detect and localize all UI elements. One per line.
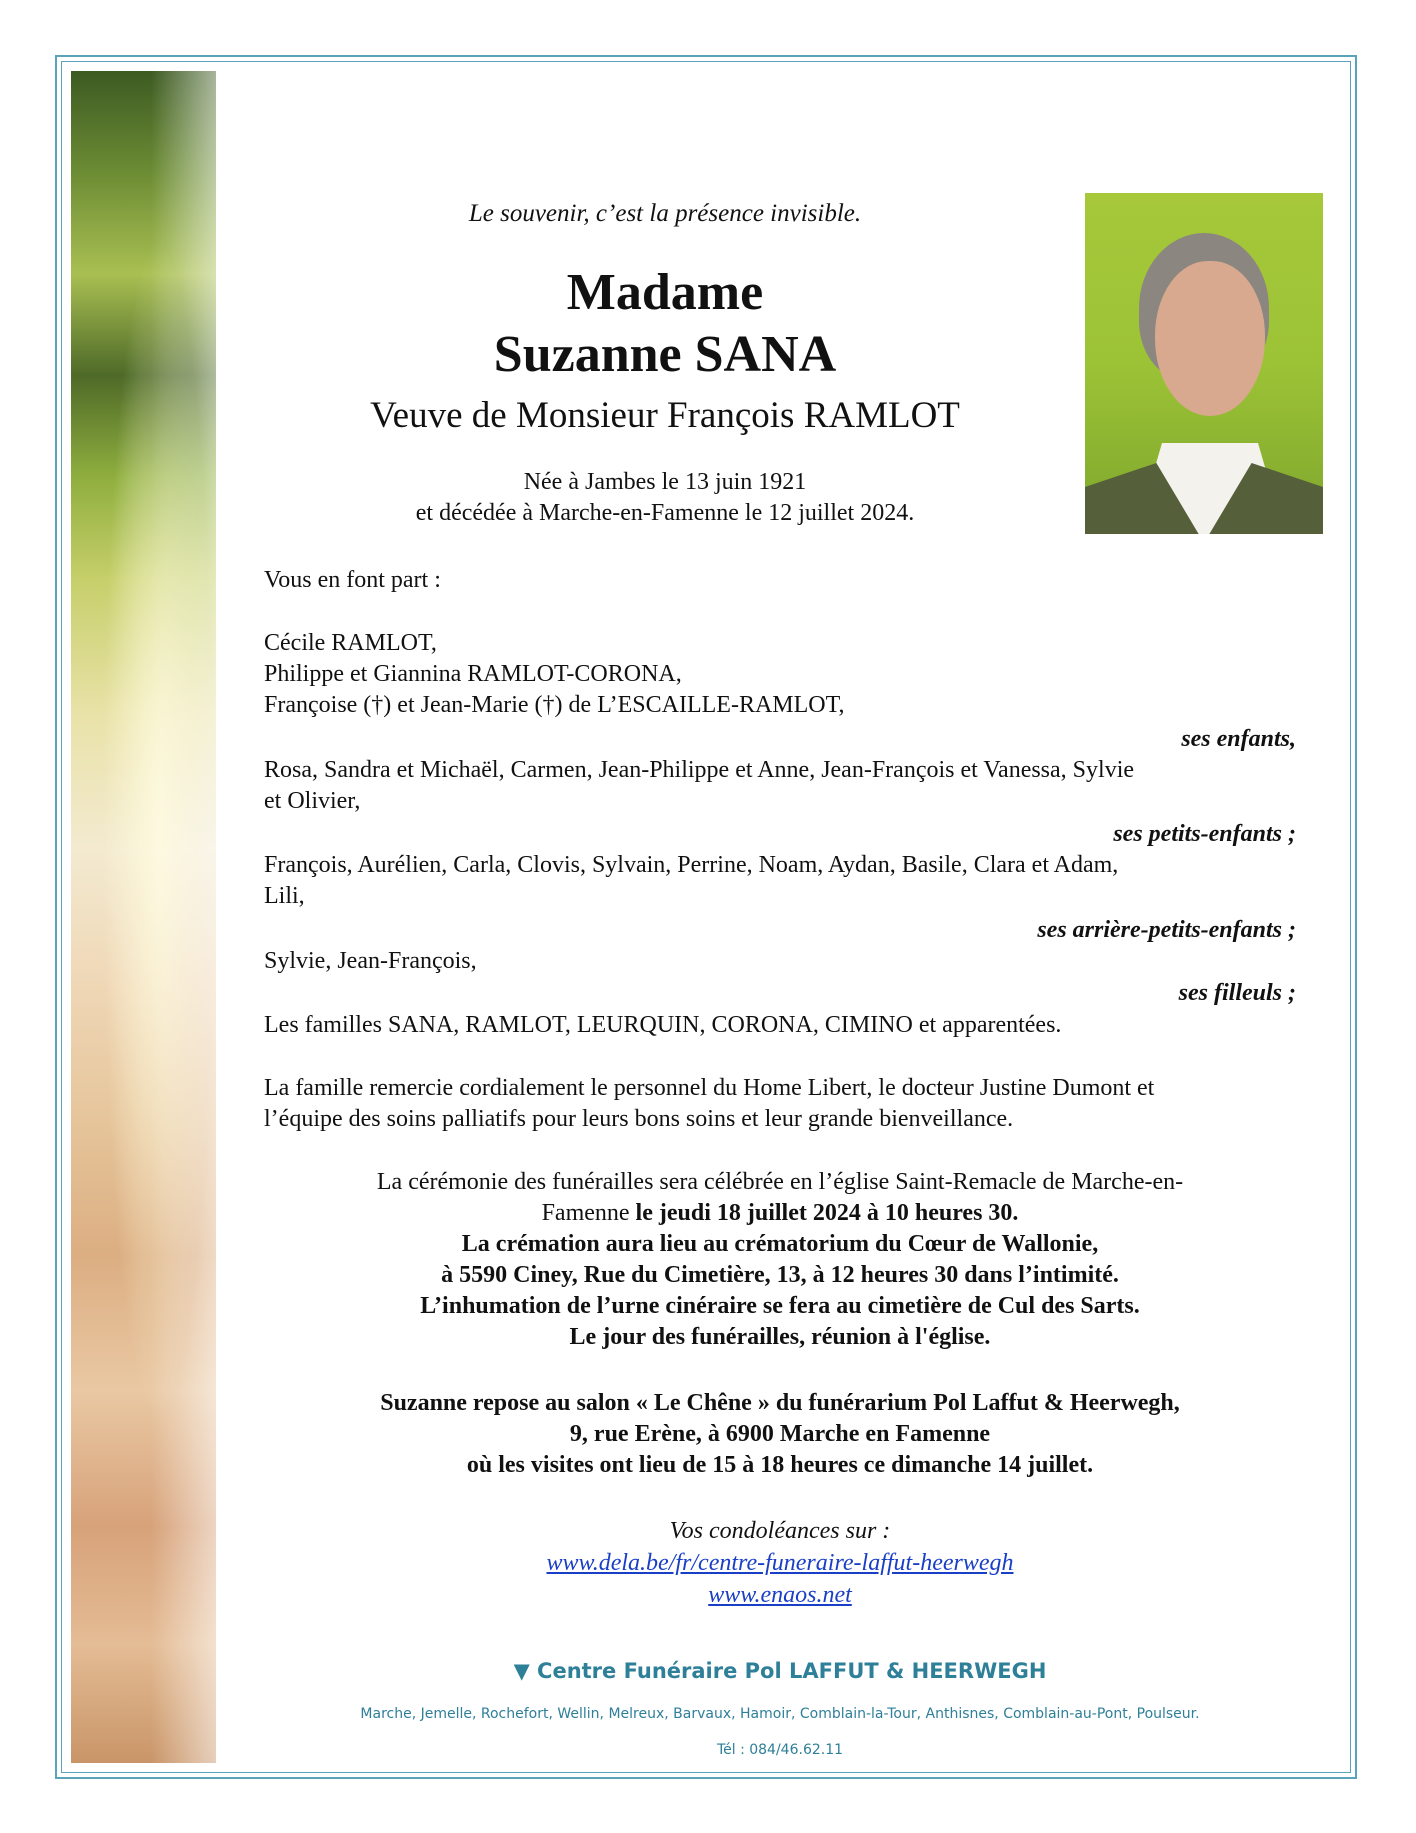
thanks-line: La famille remercie cordialement le personnel du Home Libert, le docteur Justine Dumont et [264, 1075, 1155, 1101]
quote: Le souvenir, c’est la présence invisible. [468, 200, 862, 227]
thanks-line: l’équipe des soins palliatifs pour leurs bons soins et leur grande bienveillance. [264, 1106, 1014, 1132]
ceremony-place: Famenne [541, 1200, 630, 1226]
condolences-link-dela[interactable]: www.dela.be/fr/centre-funeraire-laffut-heerwegh [546, 1550, 1014, 1576]
family-line: Les familles SANA, RAMLOT, LEURQUIN, CORONA, CIMINO et apparentées. [264, 1012, 1062, 1038]
forest-path-photo [71, 71, 216, 1763]
condolences-link-row [250, 1550, 1310, 1577]
family-line: Philippe et Giannina RAMLOT-CORONA, [264, 661, 682, 687]
family-line: Cécile RAMLOT, [264, 630, 437, 656]
visitation-line: 9, rue Erène, à 6900 Marche en Famenne [569, 1421, 991, 1447]
family-line: Lili, [264, 883, 305, 909]
ceremony-line: L’inhumation de l’urne cinéraire se fera au cimetière de Cul des Sarts. [420, 1293, 1140, 1319]
relation-label: ses filleuls ; [1178, 980, 1296, 1006]
family-line: et Olivier, [264, 788, 361, 814]
relation-label: ses arrière-petits-enfants ; [1037, 917, 1296, 943]
funeral-home-phone: Tél : 084/46.62.11 [716, 1742, 844, 1758]
ceremony-date: le jeudi 18 juillet 2024 à 10 heures 30. [635, 1200, 1019, 1226]
title: Madame [566, 264, 764, 321]
family-line: Sylvie, Jean-François, [264, 948, 477, 974]
condolences-link-row [250, 1582, 1310, 1609]
family-line: Françoise (†) et Jean-Marie (†) de L’ESCAILLE-RAMLOT, [264, 692, 845, 718]
ceremony-line: à 5590 Ciney, Rue du Cimetière, 13, à 12 heures 30 dans l’intimité. [441, 1262, 1119, 1288]
ceremony-line: La crémation aura lieu au crématorium du Cœur de Wallonie, [461, 1231, 1099, 1257]
relation-label: ses enfants, [1181, 726, 1296, 752]
widow-line: Veuve de Monsieur François RAMLOT [370, 395, 960, 436]
birth-line: Née à Jambes le 13 juin 1921 [523, 469, 807, 495]
visitation-line: où les visites ont lieu de 15 à 18 heures ce dimanche 14 juillet. [466, 1452, 1094, 1478]
family-line: François, Aurélien, Carla, Clovis, Sylvain, Perrine, Noam, Aydan, Basile, Clara et Adam, [264, 852, 1119, 878]
ceremony-line: Le jour des funérailles, réunion à l'église. [569, 1324, 991, 1350]
funeral-home-name: ▼ Centre Funéraire Pol LAFFUT & HEERWEGH [513, 1659, 1047, 1683]
condolences-link-enaos[interactable]: www.enaos.net [708, 1582, 852, 1608]
ceremony-line: La cérémonie des funérailles sera célébrée en l’église Saint-Remacle de Marche-en- [376, 1169, 1184, 1195]
death-line: et décédée à Marche-en-Famenne le 12 juillet 2024. [415, 500, 915, 526]
family-line: Rosa, Sandra et Michaël, Carmen, Jean-Philippe et Anne, Jean-François et Vanessa, Sylvie [264, 757, 1135, 783]
deceased-name: Suzanne SANA [493, 326, 837, 383]
ceremony-line [250, 1200, 1310, 1227]
condolences-label: Vos condoléances sur : [669, 1518, 891, 1544]
relation-label: ses petits-enfants ; [1113, 821, 1296, 847]
portrait-photo [1085, 193, 1323, 534]
intro: Vous en font part : [264, 567, 441, 593]
funeral-home-locations: Marche, Jemelle, Rochefort, Wellin, Melreux, Barvaux, Hamoir, Comblain-la-Tour, Anthisnes, Comblain-au-Pont, Poulseur. [360, 1706, 1200, 1722]
visitation-line: Suzanne repose au salon « Le Chêne » du funérarium Pol Laffut & Heerwegh, [380, 1390, 1180, 1416]
